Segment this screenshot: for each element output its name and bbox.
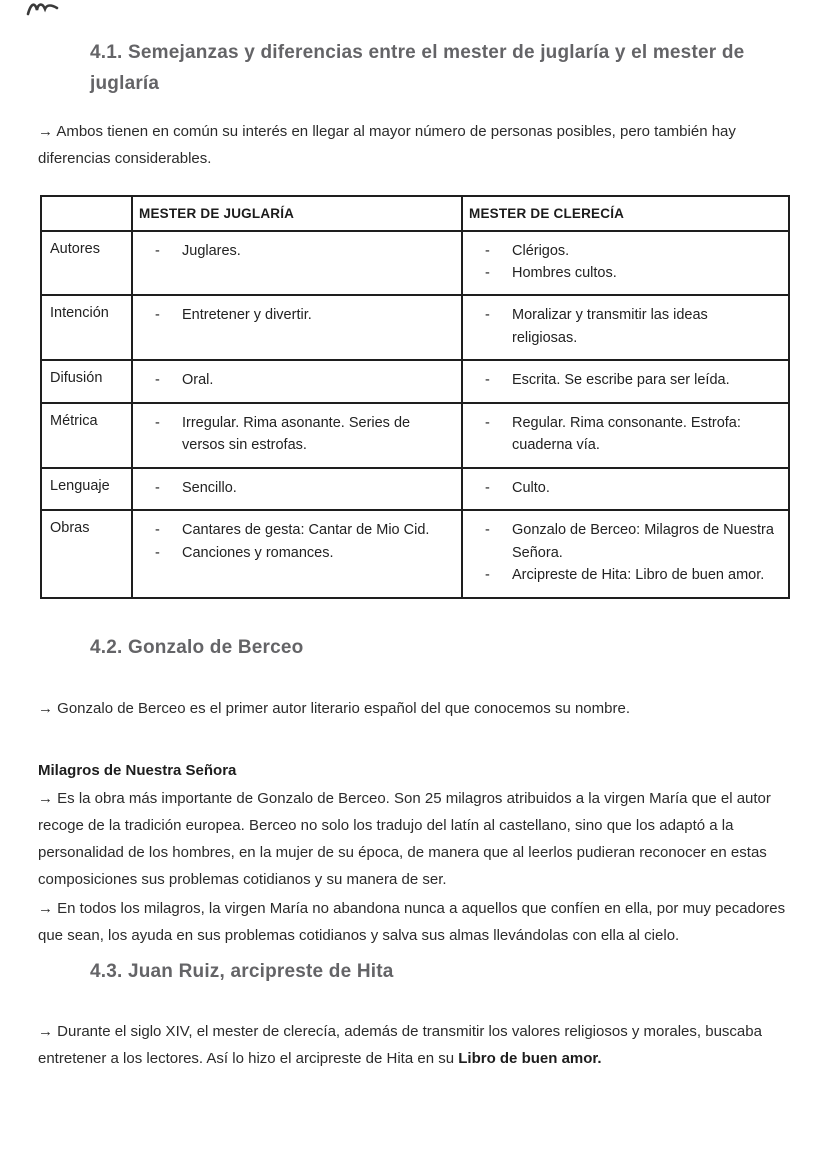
clerecia-cell (462, 510, 789, 597)
dash-bullet: - (485, 567, 490, 584)
dash-bullet: - (485, 242, 490, 259)
dash-bullet: - (155, 372, 160, 389)
bullet-item (153, 369, 449, 391)
heading-4-1: 4.1. Semejanzas y diferencias entre el mester de juglaría y el mester de juglaría (90, 42, 745, 94)
bullet-item (483, 412, 776, 457)
bullet-text: Sencillo. (182, 479, 237, 496)
comparison-table (40, 195, 790, 599)
paragraph-milagros-1: → Es la obra más importante de Gonzalo de Berceo. Son 25 milagros atribuidos a la virgen María que el autor recoge de la tradición europea. Berceo no solo los tradujo del latín al castellano, sino que los adaptó a la personalidad de los hombres, en la mujer de su época, de manera que al leerlos pudieran reconocer en estas composiciones sus problemas cotidianos y su manera de ser. (38, 790, 771, 889)
subheading-milagros: Milagros de Nuestra Señora (38, 762, 237, 780)
pen-squiggle-icon (26, 1, 60, 17)
paragraph-hita-bold-title: Libro de buen amor. (458, 1050, 602, 1068)
bullet-item (483, 304, 776, 349)
bullet-item (153, 412, 449, 457)
dash-bullet: - (155, 414, 160, 431)
juglaria-cell (132, 231, 462, 296)
column-header-clerecia: MESTER DE CLERECÍA (462, 196, 789, 231)
bullet-item (483, 519, 776, 564)
bullet-text: Cantares de gesta: Cantar de Mio Cid. (182, 522, 430, 539)
juglaria-cell (132, 403, 462, 468)
table-row (41, 295, 789, 360)
bullet-text: Gonzalo de Berceo: Milagros de Nuestra Señora. (512, 522, 774, 561)
bullet-text: Escrita. Se escribe para ser leída. (512, 372, 730, 389)
row-label-cell: Difusión (41, 360, 132, 402)
dash-bullet: - (155, 307, 160, 324)
bullet-item (153, 304, 449, 326)
paragraph-berceo: → Gonzalo de Berceo es el primer autor literario español del que conocemos su nombre. (38, 700, 630, 718)
paragraph-hita (38, 1018, 790, 1072)
heading-4-3: 4.3. Juan Ruiz, arcipreste de Hita (90, 961, 394, 983)
table-row (41, 510, 789, 597)
table-row (41, 403, 789, 468)
bullet-text: Clérigos. (512, 242, 570, 259)
row-label-cell: Obras (41, 510, 132, 597)
clerecia-cell (462, 360, 789, 402)
table-header-row (41, 196, 789, 231)
empty-corner-cell (41, 196, 132, 231)
dash-bullet: - (485, 479, 490, 496)
clerecia-cell (462, 231, 789, 296)
bullet-text: Juglares. (182, 242, 241, 259)
bullet-item (153, 240, 449, 262)
table-row (41, 231, 789, 296)
juglaria-cell (132, 510, 462, 597)
bullet-item (153, 542, 449, 564)
paragraph-intro-4-1: → Ambos tienen en común su interés en llegar al mayor número de personas posibles, pero también hay diferencias considerables. (38, 122, 736, 167)
paragraph-milagros-2: → En todos los milagros, la virgen María no abandona nunca a aquellos que confíen en ella, por muy pecadores que sean, los ayuda en sus problemas cotidianos y salva sus almas llevándolas con ella al cielo. (38, 900, 786, 945)
row-label-cell: Intención (41, 295, 132, 360)
dash-bullet: - (155, 522, 160, 539)
bullet-item (483, 262, 776, 284)
bullet-item (483, 369, 776, 391)
juglaria-cell (132, 360, 462, 402)
table-row (41, 468, 789, 510)
dash-bullet: - (485, 372, 490, 389)
bullet-text: Oral. (182, 372, 214, 389)
clerecia-cell (462, 403, 789, 468)
juglaria-cell (132, 468, 462, 510)
dash-bullet: - (485, 414, 490, 431)
bullet-item (483, 240, 776, 262)
bullet-text: Irregular. Rima asonante. Series de versos sin estrofas. (182, 414, 411, 454)
dash-bullet: - (155, 479, 160, 496)
row-label-cell: Lenguaje (41, 468, 132, 510)
bullet-item (483, 564, 776, 586)
heading-4-2: 4.2. Gonzalo de Berceo (90, 636, 304, 658)
bullet-item (483, 477, 776, 499)
row-label-cell: Métrica (41, 403, 132, 468)
bullet-text: Moralizar y transmitir las ideas religiosas. (512, 307, 708, 346)
paragraph-hita-text: → Durante el siglo XIV, el mester de clerecía, además de transmitir los valores religiosos y morales, buscaba entretener a los lectores. Así lo hizo el arcipreste de Hita en su (38, 1023, 762, 1068)
bullet-item (153, 519, 449, 541)
dash-bullet: - (485, 307, 490, 324)
row-label-cell: Autores (41, 231, 132, 296)
dash-bullet: - (155, 242, 160, 259)
column-header-juglaria: MESTER DE JUGLARÍA (132, 196, 462, 231)
dash-bullet: - (155, 544, 160, 561)
table-row (41, 360, 789, 402)
bullet-text: Canciones y romances. (182, 544, 334, 561)
dash-bullet: - (485, 522, 490, 539)
bullet-item (153, 477, 449, 499)
clerecia-cell (462, 295, 789, 360)
bullet-text: Culto. (512, 479, 550, 496)
bullet-text: Entretener y divertir. (182, 307, 312, 324)
bullet-text: Arcipreste de Hita: Libro de buen amor. (512, 567, 765, 584)
bullet-text: Regular. Rima consonante. Estrofa: cuaderna vía. (512, 414, 741, 454)
bullet-text: Hombres cultos. (512, 265, 617, 281)
juglaria-cell (132, 295, 462, 360)
clerecia-cell (462, 468, 789, 510)
dash-bullet: - (485, 265, 490, 281)
comparison-table-body (41, 231, 789, 598)
